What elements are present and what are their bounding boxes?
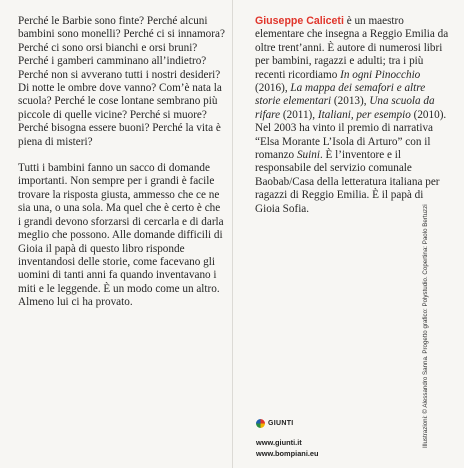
bio-text: (2013), bbox=[331, 95, 370, 108]
bio-text: . È l’inventore e il responsabile del servizio comunale Baobab/Casa della letteratura italiana per ragazzi di Reggio Emilia. È il papà di Gioia Sofia. bbox=[255, 149, 440, 215]
bio-text: è un maestro elementare che insegna a Reggio Emilia da oltre trent’anni. È autore di numerosi libri per bambini, ragazzi e adulti; tra i più recenti ricordiamo bbox=[255, 15, 449, 81]
author-name: Giuseppe Caliceti bbox=[255, 15, 344, 27]
book-title: In ogni Pinocchio bbox=[340, 68, 421, 81]
bio-text: (2016), bbox=[255, 82, 291, 95]
description-paragraph: Tutti i bambini fanno un sacco di domande importanti. Non sempre per i grandi è facile trovare la risposta giusta, ammesso che ce ne sia una, o una sola. Ma quel che è certo è che i grandi devono sforzarsi di cercarla e di darla meglio che possono. Alle domande difficili di Gioia il papà di questo libro risponde inventandosi delle storie, come facevano gli uomini di tanti anni fa quando inventavano i miti e le leggende. È un modo come un altro. Almeno lui ci ha provato. bbox=[18, 162, 224, 309]
right-flap bbox=[255, 15, 451, 216]
questions-paragraph: Perché le Barbie sono finte? Perché alcuni bambini sono monelli? Perché ci si innamora? Perché ci sono orsi bianchi e orsi bruni? Perché i gamberi camminano all’indietro? Perché non si avverano tutti i nostri desideri? Di notte le ombre dove vanno? Com’è nata la scuola? Perché le cose lontane sembrano più piccole di quelle vicine? Perché si muore? Perché bisogna essere buoni? Perché la vita è piena di misteri? bbox=[18, 15, 225, 148]
giunti-logo-icon bbox=[256, 419, 265, 428]
book-title: Italiani, per esempio bbox=[317, 108, 411, 121]
publisher-name: GIUNTI bbox=[268, 420, 294, 427]
author-bio bbox=[255, 15, 451, 216]
publisher-logo bbox=[256, 419, 294, 428]
book-title: La mappa dei semafori e altre storie elementari bbox=[255, 82, 426, 108]
url-giunti: www.giunti.it bbox=[256, 438, 302, 447]
book-title: Una scuola da rifare bbox=[255, 95, 435, 121]
illustration-credit: Illustrazioni: © Alessandro Sanna. Progetto grafico: Polystudio. Copertina: Paolo Bertuzzi bbox=[422, 204, 429, 448]
url-bompiani: www.bompiani.eu bbox=[256, 449, 319, 458]
left-flap bbox=[18, 15, 226, 310]
publisher-urls bbox=[256, 437, 319, 459]
book-title: Suini bbox=[296, 149, 320, 162]
fold-line bbox=[232, 0, 233, 468]
bio-text: (2011), bbox=[280, 108, 318, 121]
bio-text: (2010). Nel 2003 ha vinto il premio di narrativa “Elsa Morante L’Isola di Arturo” con il romanzo bbox=[255, 108, 447, 162]
